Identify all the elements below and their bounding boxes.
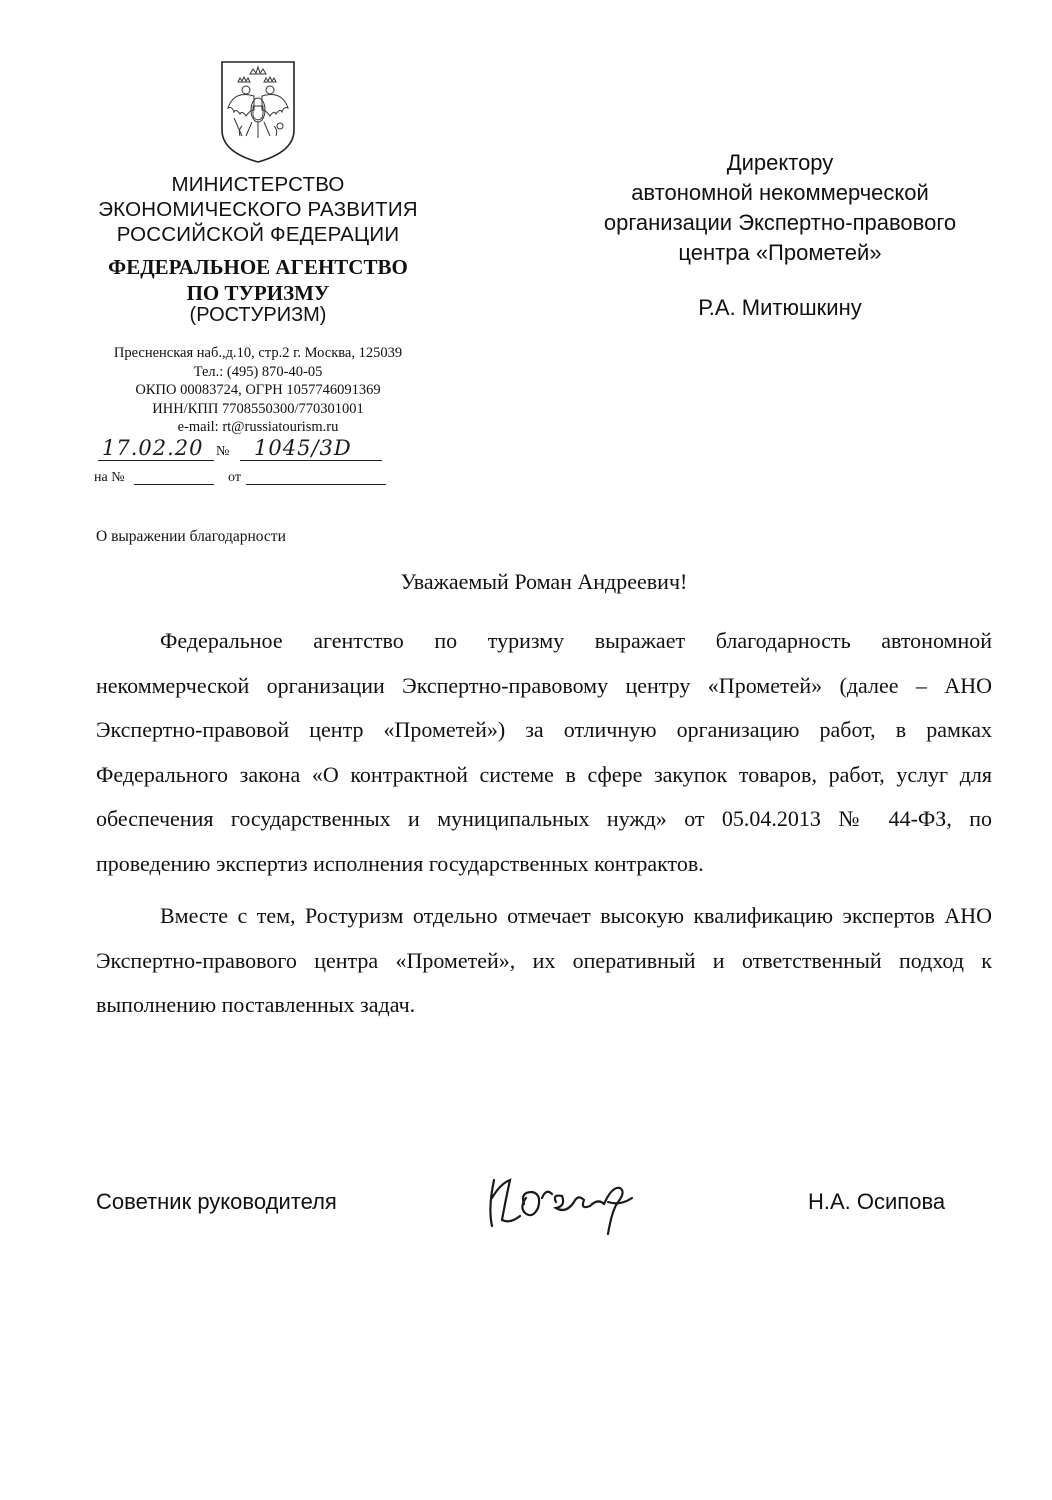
reference-number-underline (134, 484, 214, 485)
reference-number-label: на № (94, 470, 125, 485)
registration-number-label: № (216, 444, 230, 459)
letter-body (96, 619, 992, 1028)
agency-line: ФЕДЕРАЛЬНОЕ АГЕНТСТВО (108, 255, 408, 279)
addressee-line: Директору (726, 150, 834, 175)
addressee-line: организации Экспертно-правового (603, 210, 957, 235)
contact-block (60, 344, 456, 437)
ministry-name (60, 172, 456, 247)
agency-short-name: (РОСТУРИЗМ) (189, 304, 327, 326)
reference-from-label: от (228, 470, 241, 485)
registration-line (94, 438, 394, 464)
coat-of-arms-emblem (220, 60, 296, 164)
contact-email: e-mail: rt@russiatourism.ru (177, 419, 339, 435)
body-paragraph: Федеральное агентство по туризму выражает благодарность автономной некоммерческой организации Экспертно-правовому центру «Прометей» (далее – АНО Экспертно-правовой центр «Прометей») за отличную организацию работ, в рамках Федерального закона «О контрактной системе в сфере закупок товаров, работ, услуг для обеспечения государственных и муниципальных нужд» от 05.04.2013 № 44-ФЗ, по проведению экспертиз исполнения государственных контрактов. (96, 628, 992, 876)
ministry-line: ЭКОНОМИЧЕСКОГО РАЗВИТИЯ (98, 198, 418, 221)
reference-date-underline (246, 484, 386, 485)
agency-name (60, 254, 456, 306)
contact-address: Пресненская наб.,д.10, стр.2 г. Москва, 125039 (113, 345, 403, 361)
letter-subject: О выражении благодарности (96, 528, 286, 545)
salutation: Уважаемый Роман Андреевич! (400, 569, 688, 594)
russian-coat-of-arms-icon (220, 60, 296, 164)
agency-line: ПО ТУРИЗМУ (186, 281, 330, 305)
number-underline (240, 460, 382, 461)
contact-okpo: ОКПО 00083724, ОГРН 1057746091369 (135, 382, 381, 398)
signature-icon (480, 1158, 650, 1238)
addressee-block (560, 148, 1000, 268)
contact-phone: Тел.: (495) 870-40-05 (193, 363, 323, 380)
reference-line (94, 470, 394, 492)
registration-number: 1045/3D (254, 436, 352, 460)
addressee-line: автономной некоммерческой (631, 180, 929, 205)
handwritten-signature (480, 1158, 650, 1238)
registration-date: 17.02.20 (102, 436, 204, 460)
addressee-line: центра «Прометей» (678, 240, 882, 265)
ministry-line: РОССИЙСКОЙ ФЕДЕРАЦИИ (116, 223, 400, 246)
signatory-title: Советник руководителя (96, 1189, 337, 1214)
date-underline (98, 460, 214, 461)
body-paragraph: Вместе с тем, Ростуризм отдельно отмечает высокую квалификацию экспертов АНО Экспертно-правового центра «Прометей», их оперативный и ответственный подход к выполнению поставленных задач. (96, 903, 992, 1017)
contact-inn: ИНН/КПП 7708550300/770301001 (152, 400, 364, 417)
addressee-name: Р.А. Митюшкину (698, 295, 862, 320)
ministry-line: МИНИСТЕРСТВО (171, 173, 345, 196)
signatory-name: Н.А. Осипова (808, 1189, 946, 1214)
